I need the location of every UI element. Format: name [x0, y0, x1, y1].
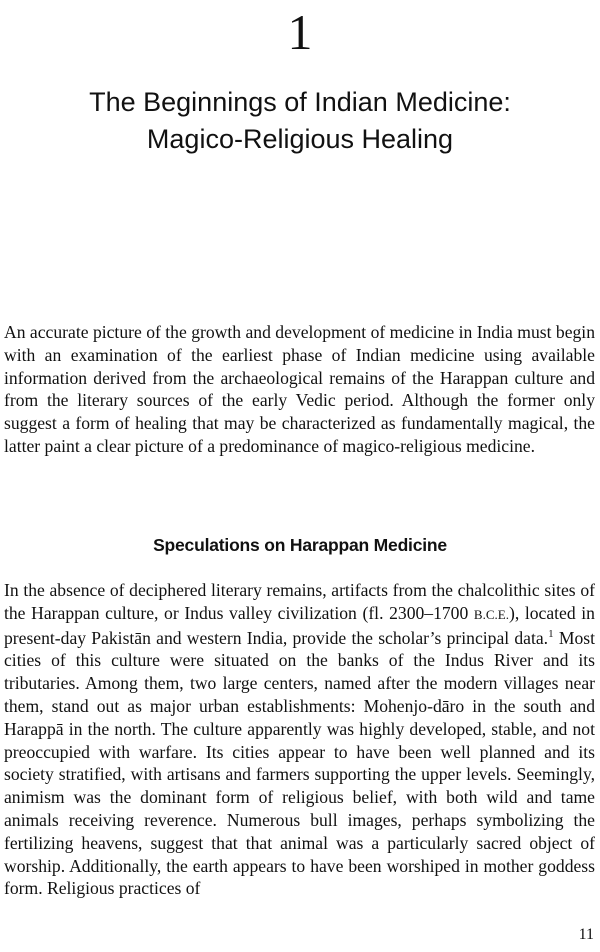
chapter-title: [40, 84, 560, 158]
paragraph-text-part-2: ), located in present-day Pakistān and western India, provide the scholar’s principal data.: [4, 602, 595, 648]
chapter-title-line-2: Magico-Religious Healing: [146, 124, 454, 154]
page-number: 11: [578, 926, 594, 943]
section-heading: Speculations on Harappan Medicine: [153, 535, 447, 555]
chapter-title-line-1: The Beginnings of Indian Medicine:: [89, 87, 511, 117]
footnote-reference[interactable]: 1: [548, 627, 554, 640]
intro-paragraph: An accurate picture of the growth and development of medicine in India must begin with an examination of the earliest phase of Indian medicine using available information derived from the archaeological remains of the Harappan culture and from the literary sources of the early Vedic period. Although the former only suggest a form of healing that may be characterized as fundamentally magical, the latter paint a clear picture of a predominance of magico-religious medicine.: [4, 322, 595, 456]
section-paragraph: [4, 579, 595, 900]
paragraph-text-part-3: Most cities of this culture were situated on the banks of the Indus River and its tributaries. Among them, two large centers, named after the modern villages near them, stand out as major urban establishments: Mohenjo-dāro in the south and Harappā in the north. The culture apparently was highly developed, stable, and not preoccupied with warfare. Its cities appear to have been well planned and its society stratified, with artisans and farmers supporting the upper levels. Seemingly, animism was the dominant form of religious belief, with both wild and tame animals receiving reverence. Numerous bull images, perhaps symbolizing the fertilizing heavens, suggest that that animal was a particularly sacred object of worship. Additionally, the earth appears to have been worshiped in mother goddess form. Religious practices of: [4, 627, 595, 899]
era-abbreviation: B.C.E.: [473, 606, 509, 622]
paragraph-text-part-1: In the absence of deciphered literary remains, artifacts from the chalcolithic sites of the Harappan culture, or Indus valley civilization (fl. 2300–1700: [4, 580, 595, 623]
chapter-number: 1: [287, 4, 313, 60]
